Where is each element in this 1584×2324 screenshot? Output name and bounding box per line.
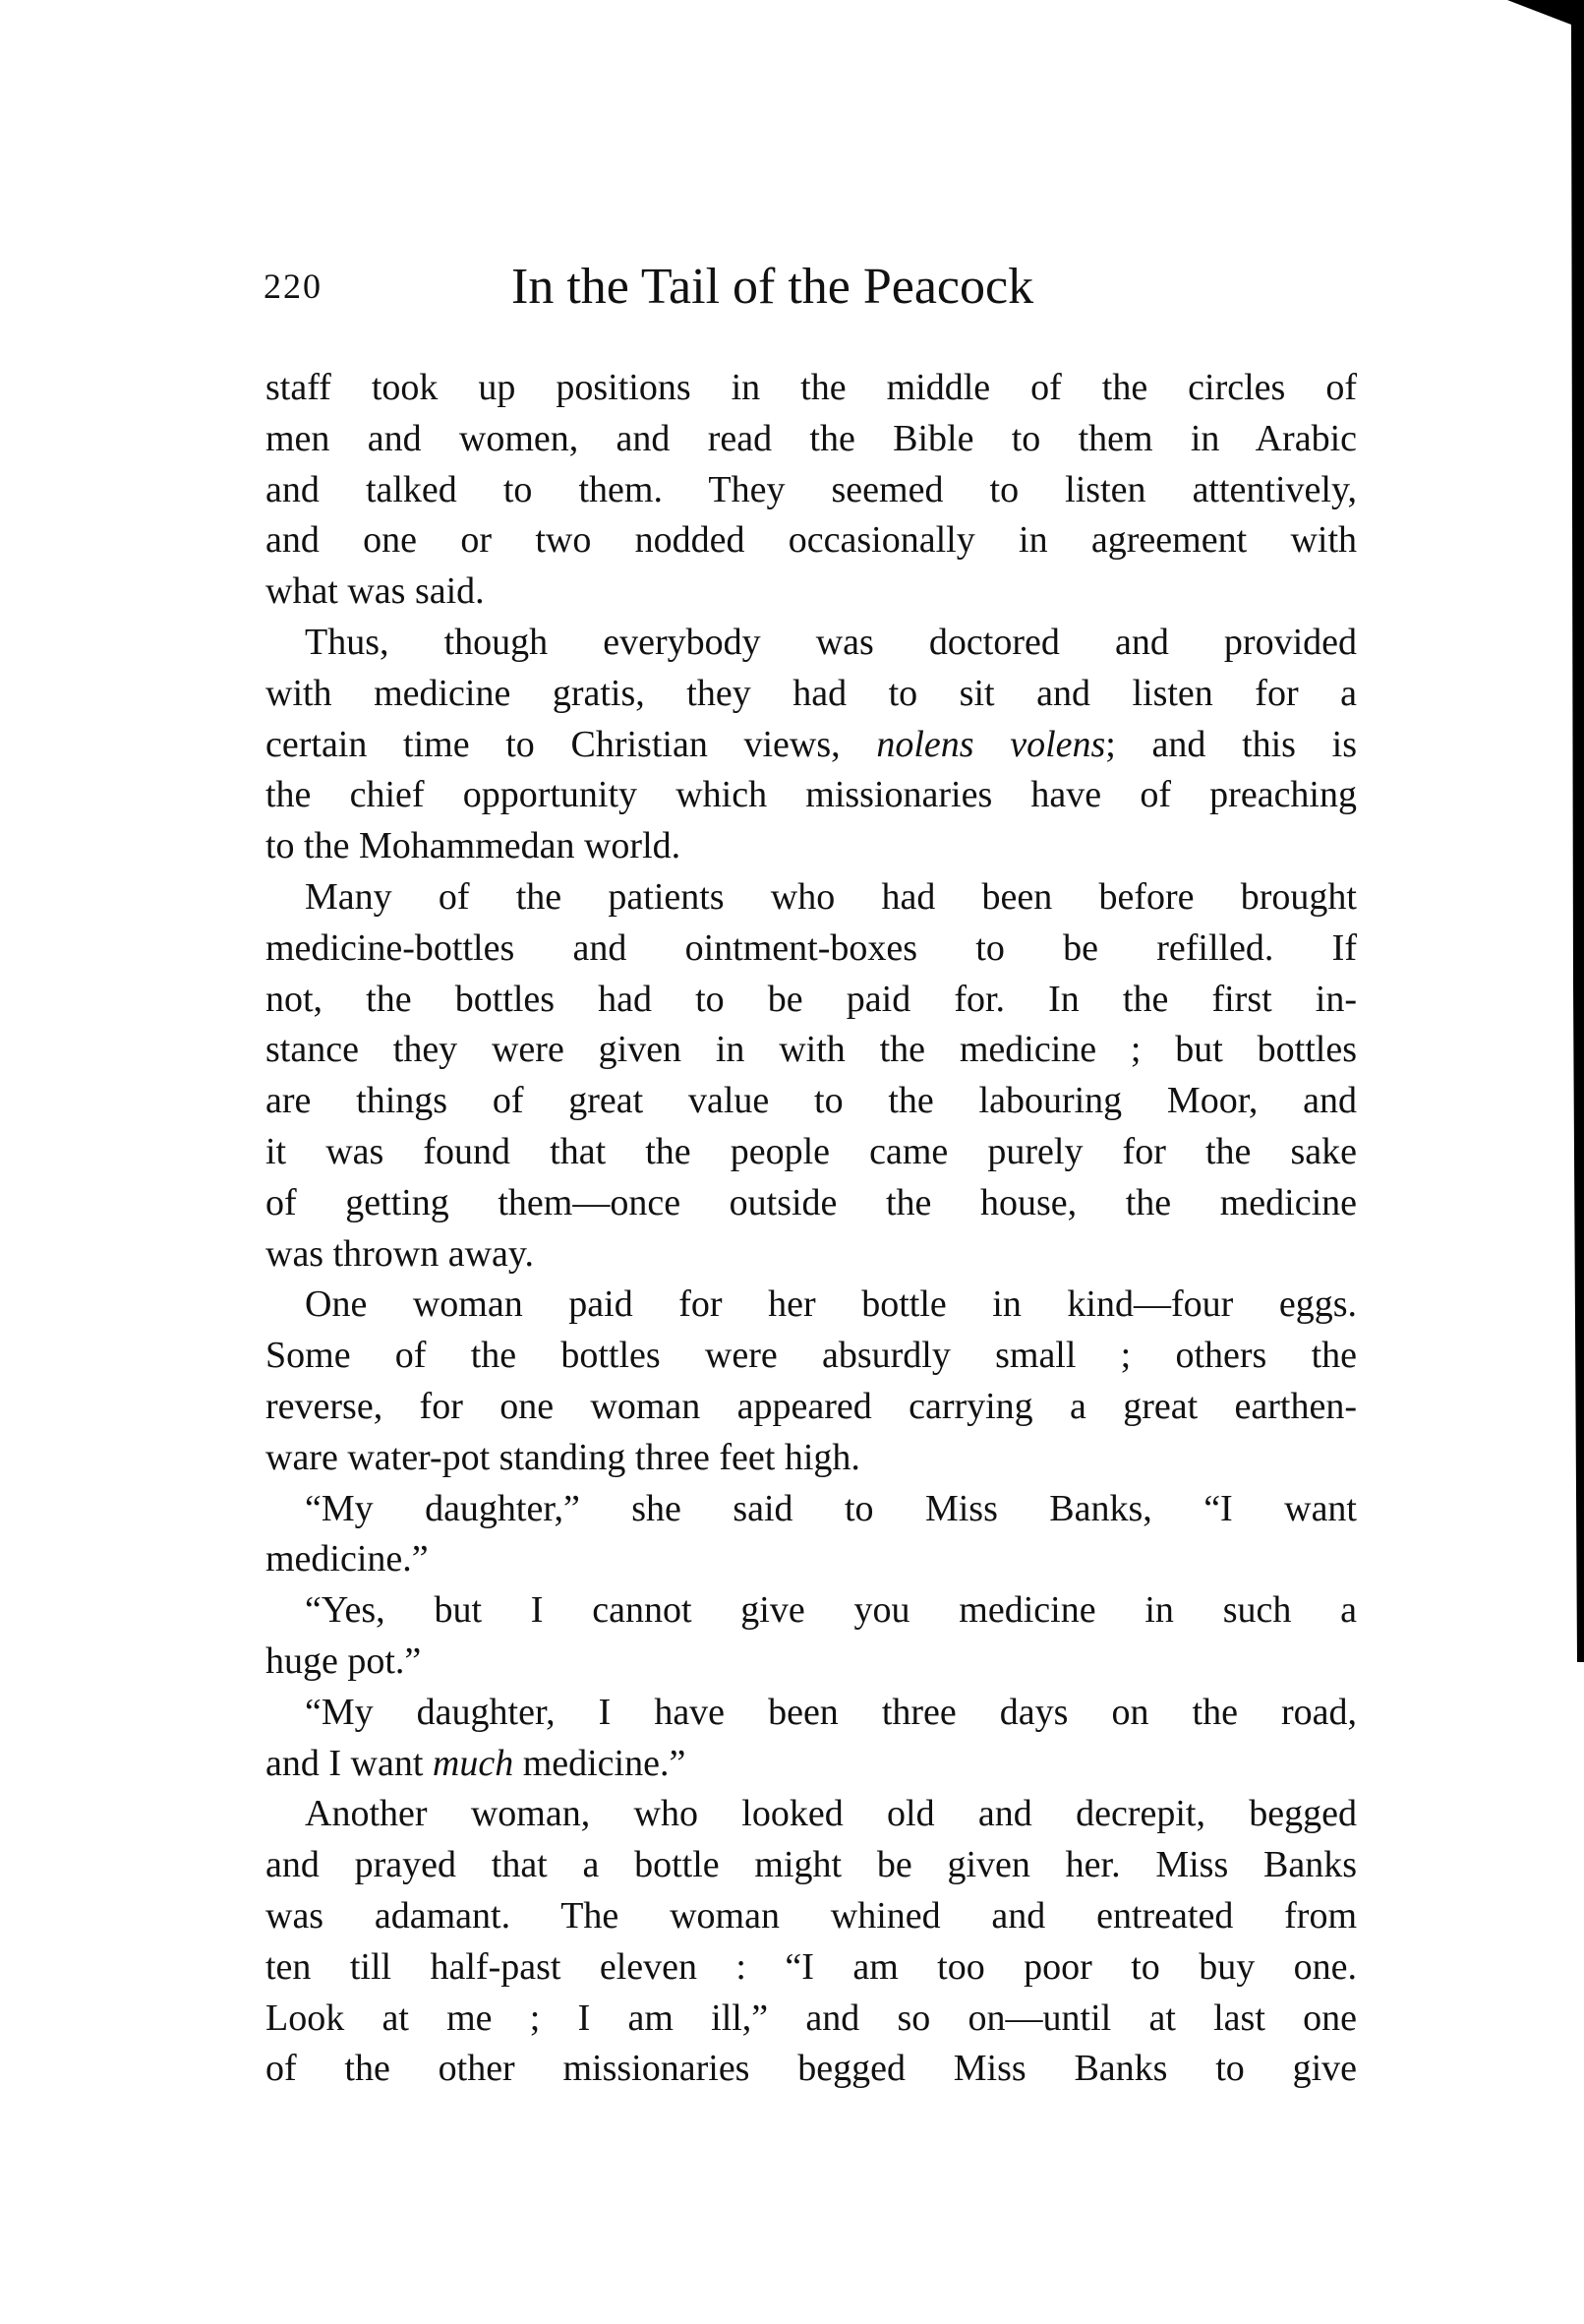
paragraph [265, 1280, 1357, 1483]
text-segment: ten till half-past eleven : “I am too poor to buy one. [265, 1945, 1357, 1988]
italic-text: nolens volens [876, 723, 1106, 765]
text-line [265, 1739, 1357, 1790]
text-segment: “Yes, but I cannot give you medicine in such a [305, 1589, 1357, 1632]
text-line [265, 1637, 1357, 1688]
page-edge-shadow [1507, 0, 1584, 1662]
text-segment: and I want [265, 1742, 433, 1784]
text-segment: certain time to Christian views, [265, 723, 877, 765]
text-segment: reverse, for one woman appeared carrying a great earthen- [265, 1385, 1357, 1427]
text-segment: and one or two nodded occasionally in agreement with [265, 519, 1357, 562]
text-line [265, 1280, 1357, 1331]
text-line [265, 1688, 1357, 1739]
text-line [265, 821, 1357, 872]
text-segment: medicine-bottles and ointment-boxes to be refilled. If [265, 926, 1357, 969]
text-line [265, 363, 1357, 414]
text-segment: “My daughter,” she said to Miss Banks, “I want [305, 1487, 1357, 1529]
text-line [265, 1891, 1357, 1942]
italic-text: much [432, 1742, 514, 1784]
text-segment: was adamant. The woman whined and entreated from [265, 1894, 1357, 1937]
text-segment: are things of great value to the labouring Moor, and [265, 1080, 1357, 1122]
text-line [265, 1585, 1357, 1637]
text-segment: “My daughter, I have been three days on the road, [305, 1691, 1357, 1733]
text-segment: it was found that the people came purely for the sake [265, 1130, 1357, 1172]
text-line [265, 2044, 1357, 2095]
text-line [265, 872, 1357, 924]
text-line [265, 1484, 1357, 1535]
text-line [265, 1331, 1357, 1382]
text-segment: stance they were given in with the medicine ; but bottles [265, 1029, 1357, 1071]
text-line [265, 720, 1357, 771]
paragraph [265, 363, 1357, 618]
text-segment: Some of the bottles were absurdly small ; others the [265, 1335, 1357, 1377]
text-line [265, 1942, 1357, 1994]
text-line [265, 1025, 1357, 1076]
text-segment: medicine.” [265, 1538, 429, 1580]
text-segment: not, the bottles had to be paid for. In the first in- [265, 978, 1357, 1020]
body-text [265, 363, 1357, 2095]
text-segment: men and women, and read the Bible to them in Arabic [265, 417, 1357, 459]
text-line [265, 414, 1357, 465]
text-segment: staff took up positions in the middle of the circles of [265, 367, 1357, 408]
page-number: 220 [264, 267, 323, 306]
text-segment: of getting them—once outside the house, the medicine [265, 1181, 1357, 1223]
text-line [265, 618, 1357, 669]
text-line [265, 1229, 1357, 1281]
paragraph [265, 1789, 1357, 2095]
text-segment: One woman paid for her bottle in kind—four eggs. [305, 1283, 1357, 1326]
text-line [265, 1534, 1357, 1585]
text-segment: with medicine gratis, they had to sit and listen for a [265, 672, 1357, 714]
text-segment: ; and this is [1105, 723, 1357, 765]
text-line [265, 1178, 1357, 1229]
text-line [265, 1076, 1357, 1127]
text-segment: Look at me ; I am ill,” and so on—until at last one [265, 1996, 1357, 2039]
text-line [265, 770, 1357, 821]
text-line [265, 465, 1357, 516]
paragraph [265, 1484, 1357, 1586]
paragraph [265, 618, 1357, 872]
paragraph [265, 1688, 1357, 1790]
text-segment: and talked to them. They seemed to listen attentively, [265, 468, 1357, 510]
text-segment: what was said. [265, 570, 485, 613]
text-line [265, 1433, 1357, 1484]
text-segment: was thrown away. [265, 1232, 534, 1275]
text-segment: the chief opportunity which missionaries have of preaching [265, 774, 1357, 816]
text-segment: to the Mohammedan world. [265, 825, 681, 867]
text-segment: and prayed that a bottle might be given her. Miss Banks [265, 1844, 1357, 1886]
running-title: In the Tail of the Peacock [511, 259, 1034, 315]
text-segment: Thus, though everybody was doctored and provided [305, 621, 1357, 663]
paragraph [265, 1585, 1357, 1688]
text-segment: huge pot.” [265, 1639, 422, 1682]
text-line [265, 1994, 1357, 2045]
text-line [265, 1382, 1357, 1433]
text-segment: medicine.” [513, 1742, 686, 1784]
text-segment: Many of the patients who had been before brought [305, 875, 1357, 918]
text-line [265, 566, 1357, 618]
text-segment: of the other missionaries begged Miss Banks to give [265, 2048, 1357, 2090]
text-segment: ware water-pot standing three feet high. [265, 1436, 860, 1478]
text-line [265, 1127, 1357, 1178]
text-line [265, 1789, 1357, 1840]
text-segment: Another woman, who looked old and decrepit, begged [305, 1793, 1357, 1835]
paragraph [265, 872, 1357, 1280]
text-line [265, 1840, 1357, 1891]
text-line [265, 975, 1357, 1026]
text-line [265, 515, 1357, 566]
text-line [265, 669, 1357, 720]
text-line [265, 924, 1357, 975]
